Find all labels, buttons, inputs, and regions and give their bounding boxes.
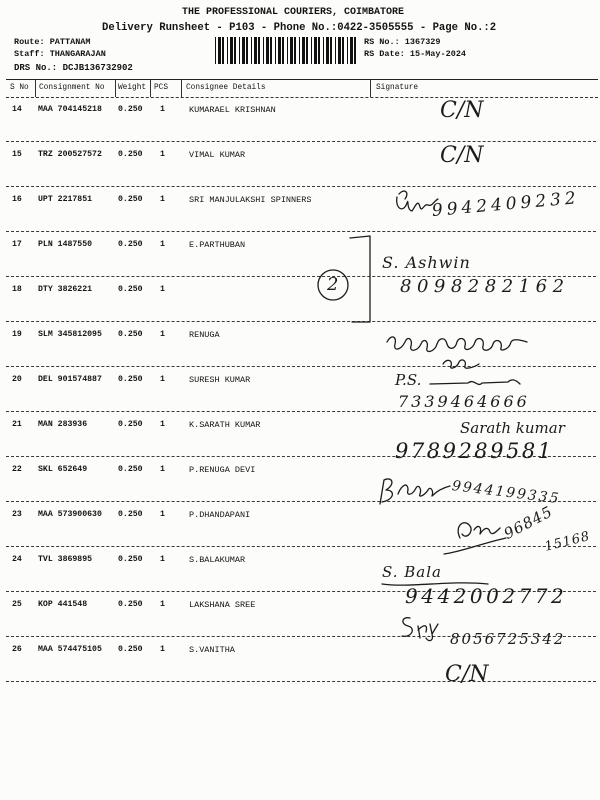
pieces: 1 xyxy=(160,195,165,204)
pieces: 1 xyxy=(160,510,165,519)
company-title: THE PROFESSIONAL COURIERS, COIMBATORE xyxy=(182,7,405,18)
pieces: 1 xyxy=(160,375,165,384)
barcode-bar xyxy=(326,37,329,64)
barcode-bar xyxy=(263,37,264,64)
consignment-number: TVL 3869895 xyxy=(38,555,93,564)
barcode-bar xyxy=(330,37,332,64)
consignment-number: SLM 345812095 xyxy=(38,330,102,339)
phone-row24: 9442002772 xyxy=(405,584,568,608)
column-header-consignee: Consignee Details xyxy=(186,84,266,92)
signature-row15: C/N xyxy=(440,143,484,168)
serial-number: 24 xyxy=(12,555,22,564)
barcode-bar xyxy=(311,37,312,64)
phone-row21: 9789289581 xyxy=(395,439,554,463)
staff-label: Staff: THANGARAJAN xyxy=(14,49,106,59)
barcode-bar xyxy=(222,37,224,64)
barcode-bar xyxy=(254,37,257,64)
table-row xyxy=(6,232,596,277)
signature-name-row18: S. Ashwin xyxy=(382,253,471,272)
rs-number: RS No.: 1367329 xyxy=(364,37,441,47)
barcode-bar xyxy=(258,37,260,64)
serial-number: 20 xyxy=(12,375,22,384)
pieces: 1 xyxy=(160,465,165,474)
barcode xyxy=(215,37,358,64)
consignment-number: TRZ 200527572 xyxy=(38,150,102,159)
consignment-number: MAA 704145218 xyxy=(38,105,102,114)
phone-row16: 9942409232 xyxy=(431,188,581,221)
consignee-details: K.SARATH KUMAR xyxy=(189,420,261,430)
column-header-pcs: PCS xyxy=(154,84,169,92)
column-header-sno: S No xyxy=(10,84,29,92)
barcode-bar xyxy=(282,37,284,64)
table-header xyxy=(6,79,598,98)
weight: 0.250 xyxy=(118,510,143,519)
column-divider xyxy=(35,80,36,97)
consignee-details: P.DHANDAPANI xyxy=(189,510,251,520)
barcode-bar xyxy=(306,37,308,64)
barcode-bar xyxy=(218,37,221,64)
signature-name-row24: S. Bala xyxy=(382,563,442,581)
consignment-number: KOP 441548 xyxy=(38,600,88,609)
serial-number: 16 xyxy=(12,195,22,204)
consignee-details: S.BALAKUMAR xyxy=(189,555,246,565)
barcode-bar xyxy=(323,37,324,64)
signature-scribble-row23 xyxy=(440,512,510,558)
phone-row18: 8098282162 xyxy=(400,276,570,297)
column-divider xyxy=(181,80,182,97)
consignment-number: MAA 573900630 xyxy=(38,510,102,519)
pieces: 1 xyxy=(160,150,165,159)
circled-count-mark: 2 xyxy=(327,274,339,295)
serial-number: 19 xyxy=(12,330,22,339)
runsheet-subtitle: Delivery Runsheet - P103 - Phone No.:0422-3505555 - Page No.:2 xyxy=(102,22,497,34)
barcode-bar xyxy=(242,37,245,64)
barcode-bar xyxy=(246,37,248,64)
barcode-bar xyxy=(314,37,317,64)
column-divider xyxy=(370,80,371,97)
pieces: 1 xyxy=(160,240,165,249)
consignee-details: VIMAL KUMAR xyxy=(189,150,246,160)
barcode-bar xyxy=(230,37,233,64)
barcode-bar xyxy=(227,37,228,64)
barcode-bar xyxy=(354,37,356,64)
weight: 0.250 xyxy=(118,240,143,249)
barcode-bar xyxy=(338,37,341,64)
consignment-number: SKL 652649 xyxy=(38,465,88,474)
column-divider xyxy=(150,80,151,97)
signature-scribble-row22 xyxy=(374,474,454,510)
pieces: 1 xyxy=(160,330,165,339)
pieces: 1 xyxy=(160,285,165,294)
column-header-signature: Signature xyxy=(376,84,419,92)
barcode-bar xyxy=(266,37,269,64)
table-row xyxy=(6,142,596,187)
serial-number: 15 xyxy=(12,150,22,159)
barcode-bar xyxy=(270,37,272,64)
pieces: 1 xyxy=(160,645,165,654)
barcode-bar xyxy=(278,37,281,64)
barcode-bar xyxy=(251,37,252,64)
serial-number: 21 xyxy=(12,420,22,429)
column-divider xyxy=(115,80,116,97)
phone-row23-part2: 15168 xyxy=(543,529,592,555)
serial-number: 26 xyxy=(12,645,22,654)
weight: 0.250 xyxy=(118,105,143,114)
column-header-consignment: Consignment No xyxy=(39,84,105,92)
consignment-number: DEL 901574887 xyxy=(38,375,102,384)
weight: 0.250 xyxy=(118,285,143,294)
table-row xyxy=(6,97,596,142)
barcode-bar xyxy=(318,37,320,64)
barcode-bar xyxy=(215,37,216,64)
weight: 0.250 xyxy=(118,195,143,204)
barcode-bar xyxy=(302,37,305,64)
serial-number: 14 xyxy=(12,105,22,114)
consignment-number: DTY 3826221 xyxy=(38,285,93,294)
serial-number: 25 xyxy=(12,600,22,609)
weight: 0.250 xyxy=(118,645,143,654)
signature-row26: C/N xyxy=(445,662,489,687)
weight: 0.250 xyxy=(118,555,143,564)
consignee-details: E.PARTHUBAN xyxy=(189,240,246,250)
serial-number: 18 xyxy=(12,285,22,294)
bracket-rows-17-18 xyxy=(316,234,376,326)
barcode-bar xyxy=(350,37,353,64)
pieces: 1 xyxy=(160,105,165,114)
drs-number: DRS No.: DCJB136732902 xyxy=(14,63,133,73)
weight: 0.250 xyxy=(118,600,143,609)
consignee-details: LAKSHANA SREE xyxy=(189,600,256,610)
consignee-details: RENUGA xyxy=(189,330,220,340)
phone-row23-part1: 96845 xyxy=(500,502,556,543)
signature-scribble-row19 xyxy=(383,330,533,372)
consignee-details: SRI MANJULAKSHI SPINNERS xyxy=(189,195,312,205)
phone-row20: 7339464666 xyxy=(398,392,530,411)
consignment-number: MAA 574475105 xyxy=(38,645,102,654)
phone-row22: 9944199335 xyxy=(451,478,562,508)
barcode-bar xyxy=(290,37,293,64)
pieces: 1 xyxy=(160,555,165,564)
phone-row25: 8056725342 xyxy=(450,630,566,648)
consignment-number: PLN 1487550 xyxy=(38,240,93,249)
barcode-bar xyxy=(287,37,288,64)
barcode-bar xyxy=(347,37,348,64)
signature-name-row20: P.S. xyxy=(395,371,422,389)
barcode-bar xyxy=(234,37,236,64)
consignee-details: SURESH KUMAR xyxy=(189,375,251,385)
serial-number: 22 xyxy=(12,465,22,474)
consignee-details: KUMARAEL KRISHNAN xyxy=(189,105,276,115)
serial-number: 17 xyxy=(12,240,22,249)
barcode-bar xyxy=(335,37,336,64)
pieces: 1 xyxy=(160,600,165,609)
barcode-bar xyxy=(342,37,344,64)
rs-date: RS Date: 15-May-2024 xyxy=(364,49,467,59)
weight: 0.250 xyxy=(118,150,143,159)
weight: 0.250 xyxy=(118,465,143,474)
barcode-bar xyxy=(299,37,300,64)
barcode-bar xyxy=(239,37,240,64)
signature-name-row21: Sarath kumar xyxy=(460,419,565,437)
signature-row14: C/N xyxy=(440,98,484,123)
consignment-number: MAN 283936 xyxy=(38,420,88,429)
barcode-bar xyxy=(275,37,276,64)
weight: 0.250 xyxy=(118,420,143,429)
consignee-details: S.VANITHA xyxy=(189,645,235,655)
consignee-details: P.RENUGA DEVI xyxy=(189,465,256,475)
weight: 0.250 xyxy=(118,375,143,384)
pieces: 1 xyxy=(160,420,165,429)
signature-scribble-row25 xyxy=(396,612,442,644)
column-header-weight: Weight xyxy=(118,84,147,92)
serial-number: 23 xyxy=(12,510,22,519)
barcode-bar xyxy=(294,37,296,64)
weight: 0.250 xyxy=(118,330,143,339)
signature-stroke-row20 xyxy=(428,376,523,390)
consignment-number: UPT 2217851 xyxy=(38,195,93,204)
route-label: Route: PATTANAM xyxy=(14,37,91,47)
